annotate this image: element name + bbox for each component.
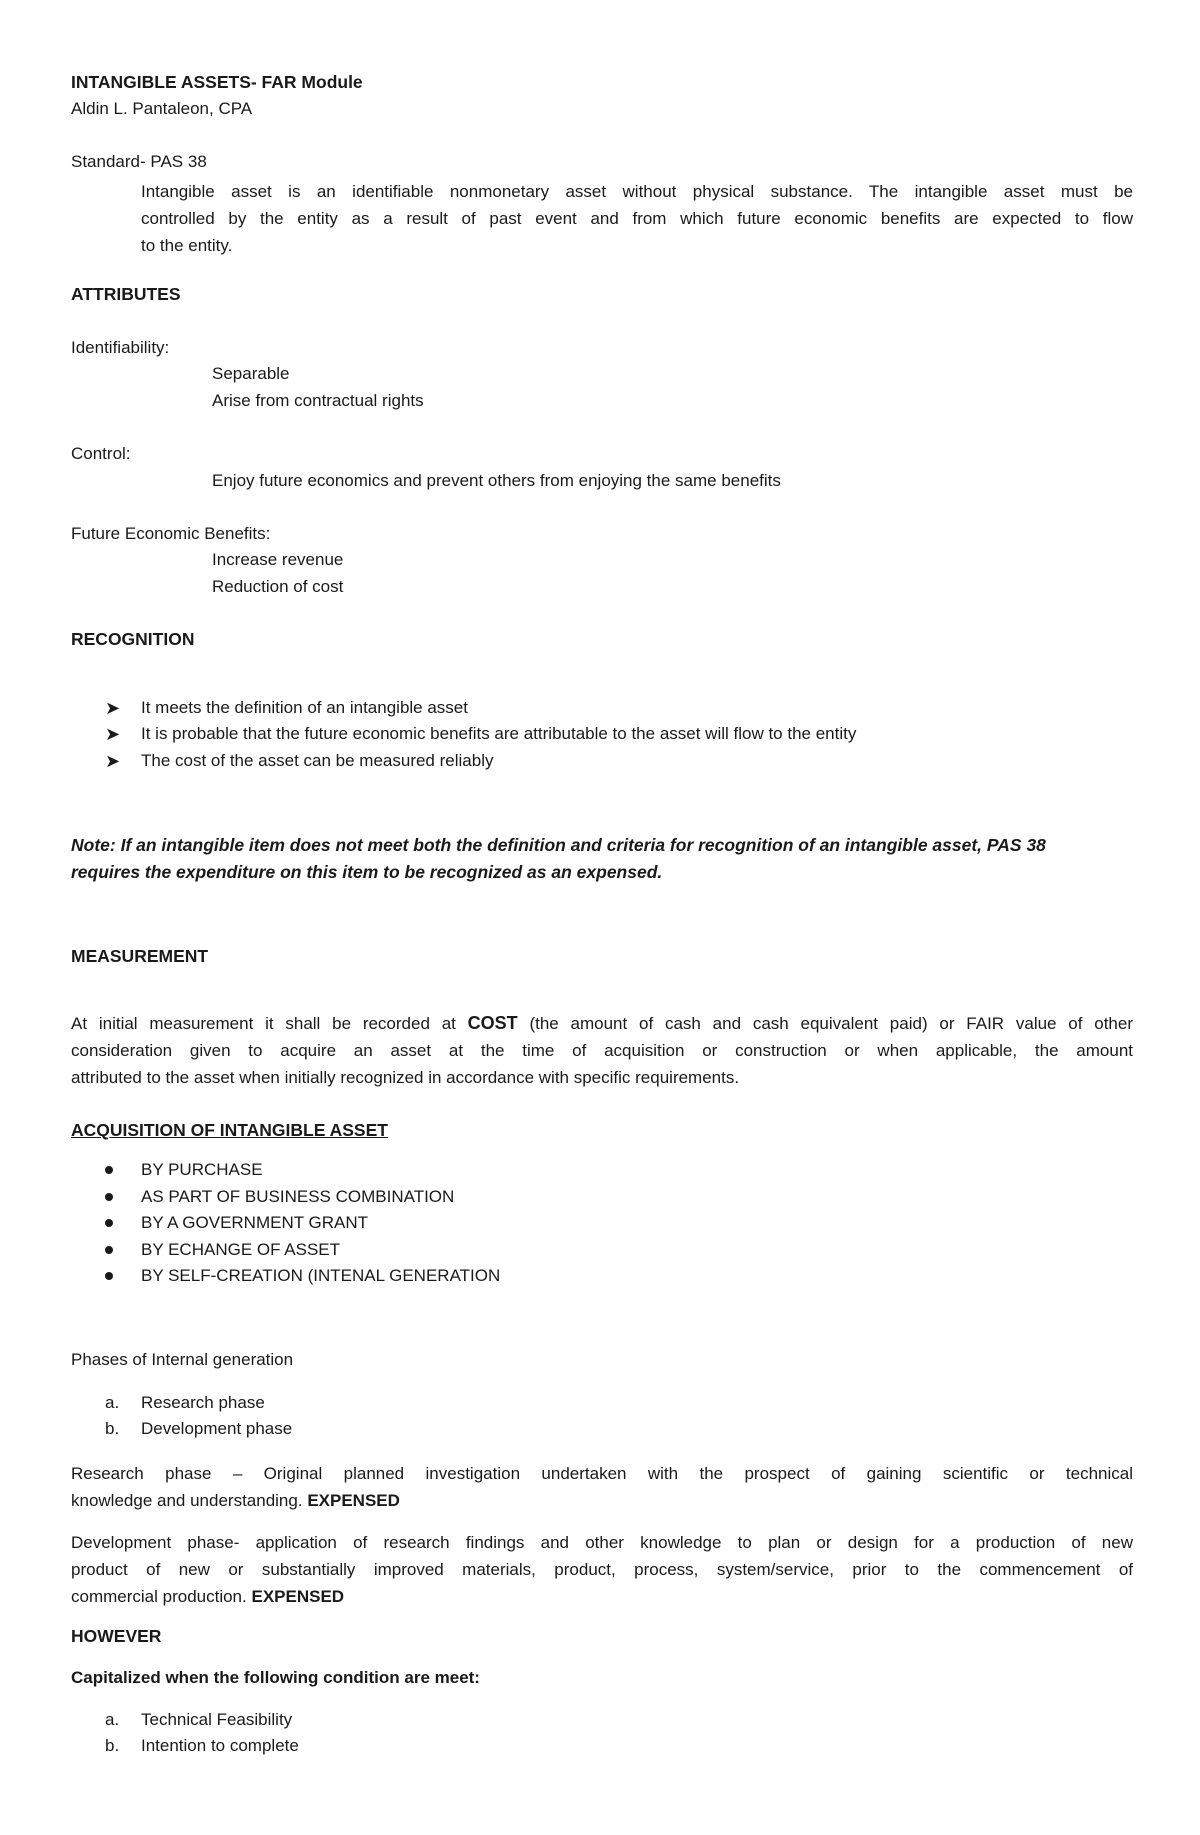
research-paragraph	[71, 1460, 1133, 1514]
benefits-label: Future Economic Benefits:	[71, 524, 271, 543]
author-line: Aldin L. Pantaleon, CPA	[71, 99, 253, 118]
benefits-item: Increase revenue	[212, 550, 344, 569]
phase-item: Development phase	[141, 1419, 293, 1438]
standard-label: Standard- PAS 38	[71, 152, 207, 171]
measurement-text: (the amount of cash and cash equivalent paid) or FAIR value of other	[517, 1014, 1133, 1033]
condition-item: Technical Feasibility	[141, 1710, 293, 1729]
definition-line: Intangible asset is an identifiable nonmonetary asset without physical substance. The intangible asset must be	[141, 182, 1133, 201]
development-line	[71, 1583, 1133, 1610]
identifiability-item: Separable	[212, 364, 290, 383]
recognition-item-text: The cost of the asset can be measured reliably	[141, 751, 494, 770]
development-text: commercial production.	[71, 1587, 247, 1606]
phases-label: Phases of Internal generation	[71, 1350, 294, 1369]
round-bullet-icon	[105, 1246, 113, 1254]
note-line: Note: If an intangible item does not meet both the definition and criteria for recognition of an intangible asset, PAS 38	[71, 835, 1046, 855]
acquisition-item: AS PART OF BUSINESS COMBINATION	[141, 1187, 455, 1206]
control-label: Control:	[71, 444, 131, 463]
phase-item: Research phase	[141, 1393, 265, 1412]
research-line: Research phase – Original planned investigation undertaken with the prospect of gaining scientific or technical	[71, 1464, 1133, 1483]
acquisition-heading: ACQUISITION OF INTANGIBLE ASSET	[71, 1120, 388, 1140]
however-heading: HOWEVER	[71, 1626, 162, 1646]
recognition-item-text: It meets the definition of an intangible asset	[141, 698, 468, 717]
round-bullet-icon	[105, 1272, 113, 1280]
measurement-text: At initial measurement it shall be recorded at	[71, 1014, 468, 1033]
arrowhead-bullet-icon: ➤	[105, 698, 121, 718]
list-marker: b.	[105, 1736, 120, 1755]
expensed-label: EXPENSED	[251, 1587, 345, 1606]
development-line: product of new or substantially improved materials, product, process, system/service, prior to the commencement of	[71, 1560, 1133, 1579]
round-bullet-icon	[105, 1166, 113, 1174]
measurement-heading: MEASUREMENT	[71, 946, 209, 966]
list-marker: a.	[105, 1393, 120, 1412]
research-line	[71, 1487, 1133, 1514]
measurement-line: attributed to the asset when initially recognized in accordance with specific requirements.	[71, 1068, 740, 1087]
measurement-line	[71, 1010, 1133, 1037]
measurement-line: consideration given to acquire an asset at the time of acquisition or construction or when applicable, the amount	[71, 1041, 1133, 1060]
research-text: knowledge and understanding.	[71, 1491, 303, 1510]
control-item: Enjoy future economics and prevent others from enjoying the same benefits	[212, 471, 781, 490]
identifiability-label: Identifiability:	[71, 338, 170, 357]
acquisition-item: BY A GOVERNMENT GRANT	[141, 1213, 369, 1232]
attributes-heading: ATTRIBUTES	[71, 284, 181, 304]
round-bullet-icon	[105, 1193, 113, 1201]
arrowhead-bullet-icon: ➤	[105, 724, 121, 744]
identifiability-item: Arise from contractual rights	[212, 391, 424, 410]
list-marker: b.	[105, 1419, 120, 1438]
capitalized-subheading: Capitalized when the following condition are meet:	[71, 1668, 480, 1687]
list-marker: a.	[105, 1710, 120, 1729]
recognition-item-text: It is probable that the future economic benefits are attributable to the asset will flow to the entity	[141, 724, 857, 743]
round-bullet-icon	[105, 1219, 113, 1227]
measurement-paragraph	[71, 1010, 1133, 1091]
definition-line: controlled by the entity as a result of past event and from which future economic benefits are expected to flow	[141, 209, 1133, 228]
recognition-heading: RECOGNITION	[71, 629, 195, 649]
note-line: requires the expenditure on this item to be recognized as an expensed.	[71, 862, 663, 882]
acquisition-item: BY SELF-CREATION (INTENAL GENERATION	[141, 1266, 501, 1285]
recognition-item	[105, 698, 120, 719]
definition-paragraph	[141, 178, 1133, 259]
arrowhead-bullet-icon: ➤	[105, 751, 121, 771]
document-title: INTANGIBLE ASSETS- FAR Module	[71, 72, 363, 92]
acquisition-item: BY PURCHASE	[141, 1160, 263, 1179]
recognition-item	[105, 724, 120, 745]
condition-item: Intention to complete	[141, 1736, 299, 1755]
development-line: Development phase- application of research findings and other knowledge to plan or design for a production of new	[71, 1533, 1133, 1552]
expensed-label: EXPENSED	[307, 1491, 400, 1510]
development-paragraph	[71, 1529, 1133, 1610]
definition-line: to the entity.	[141, 236, 233, 255]
recognition-note	[71, 832, 1133, 886]
acquisition-item: BY ECHANGE OF ASSET	[141, 1240, 341, 1259]
cost-emphasis: COST	[467, 1013, 518, 1033]
recognition-item	[105, 751, 120, 772]
benefits-item: Reduction of cost	[212, 577, 344, 596]
